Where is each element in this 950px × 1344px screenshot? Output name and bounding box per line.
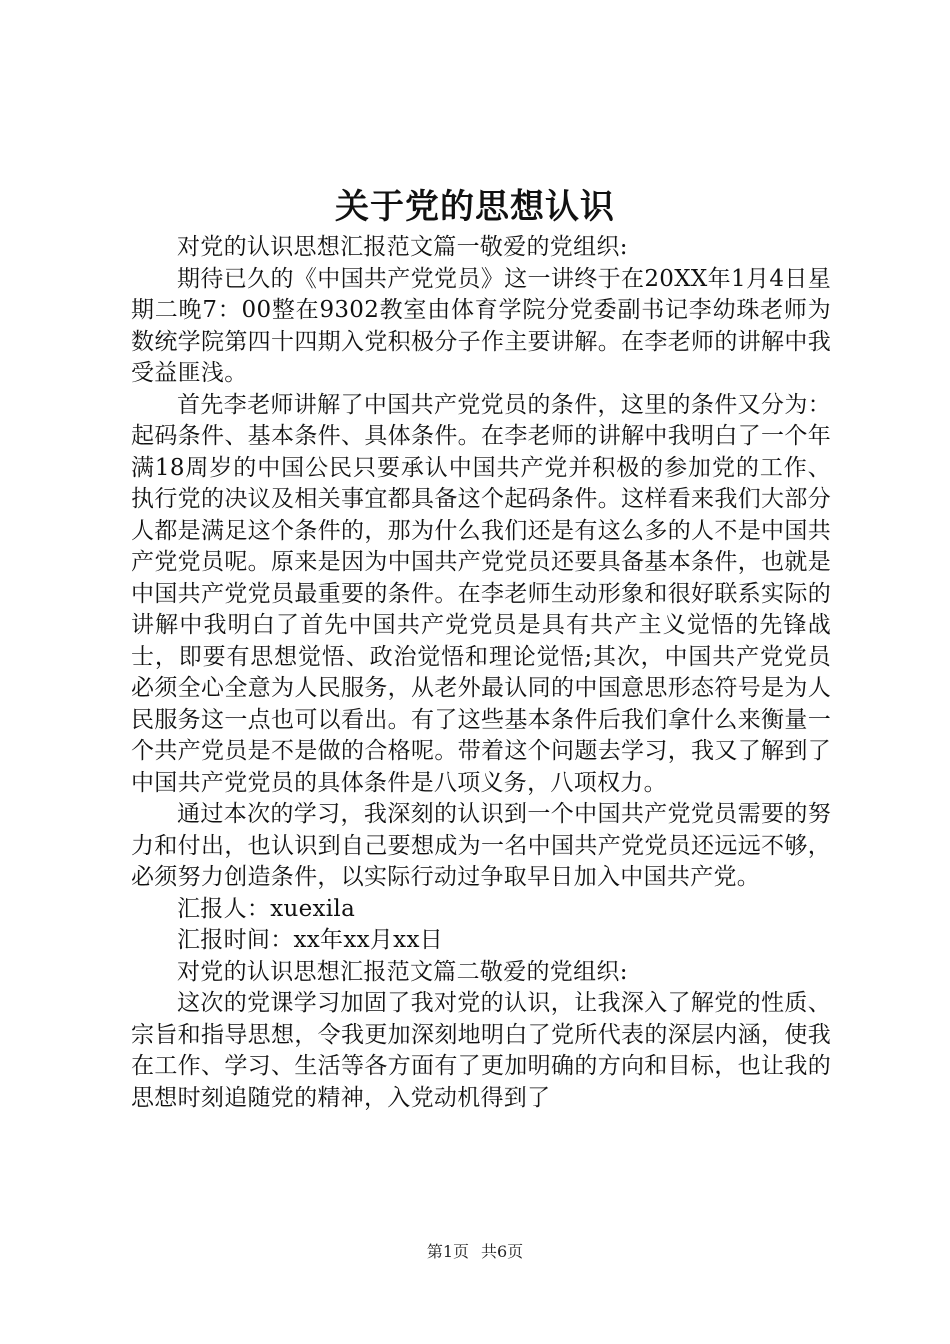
paragraph-reporter: 汇报人：xuexila — [177, 895, 356, 922]
page-total: 共6页 — [481, 1242, 524, 1261]
paragraph-lecture-intro: 期待已久的《中国共产党党员》这一讲终于在20XX年1月4日星期二晚7：00整在9302教室由体育学院分党委副书记李幼珠老师为数统学院第四十四期入党积极分子作主要讲解。在李老师的讲解中我受益匪浅。 — [131, 265, 831, 386]
document-title: 关于党的思想认识 — [335, 187, 615, 227]
paragraph-member-conditions: 首先李老师讲解了中国共产党党员的条件，这里的条件又分为：起码条件、基本条件、具体条件。在李老师的讲解中我明白了一个年满18周岁的中国公民只要承认中国共产党并积极的参加党的工作、执行党的决议及相关事宜都具备这个起码条件。这样看来我们大部分人都是满足这个条件的，那为什么我们还是有这么多的人不是中国共产党党员呢。原来是因为中国共产党党员还要具备基本条件，也就是中国共产党党员最重要的条件。在李老师生动形象和很好联系实际的讲解中我明白了首先中国共产党党员是具有共产主义觉悟的先锋战士，即要有思想觉悟、政治觉悟和理论觉悟;其次，中国共产党党员必须全心全意为人民服务，从老外最认同的中国意思形态符号是为人民服务这一点也可以看出。有了这些基本条件后我们拿什么来衡量一个共产党员是不是做的合格呢。带着这个问题去学习，我又了解到了中国共产党党员的具体条件是八项义务，八项权力。 — [131, 391, 831, 796]
paragraph-essay-two-body: 这次的党课学习加固了我对党的认识，让我深入了解党的性质、宗旨和指导思想，令我更加深刻地明白了党所代表的深层内涵，使我在工作、学习、生活等各方面有了更加明确的方向和目标，也让我的思想时刻追随党的精神，入党动机得到了 — [131, 990, 831, 1111]
paragraph-essay-two-heading: 对党的认识思想汇报范文篇二敬爱的党组织: — [177, 958, 628, 985]
paragraph-conclusion: 通过本次的学习，我深刻的认识到一个中国共产党党员需要的努力和付出，也认识到自己要想成为一名中国共产党党员还远远不够，必须努力创造条件，以实际行动过争取早日加入中国共产党。 — [131, 801, 831, 890]
paragraph-essay-one-heading: 对党的认识思想汇报范文篇一敬爱的党组织: — [177, 234, 628, 260]
page-number: 第1页 — [426, 1242, 469, 1261]
document-body — [131, 232, 831, 1114]
page-footer — [0, 1241, 950, 1263]
paragraph-report-date: 汇报时间：xx年xx月xx日 — [177, 927, 444, 953]
